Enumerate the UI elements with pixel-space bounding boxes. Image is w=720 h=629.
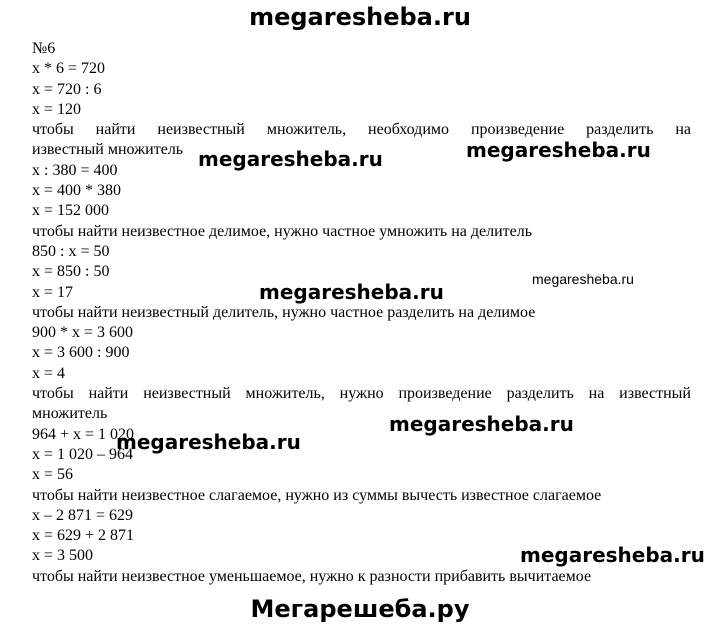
watermark: megaresheba.ru [198, 147, 383, 171]
equation-line: 850 : x = 50 [32, 242, 110, 260]
equation-line: x = 1 020 – 964 [32, 445, 134, 463]
equation-line: x : 380 = 400 [32, 161, 118, 179]
equation-line: x = 850 : 50 [32, 263, 110, 281]
watermark: megaresheba.ru [466, 138, 651, 162]
equation-line: x = 3 600 : 900 [32, 344, 130, 362]
equation-line: x = 720 : 6 [32, 80, 102, 98]
rule-line: чтобы найти неизвестный делитель, нужно частное разделить на делимое [32, 303, 536, 321]
exercise-number: №6 [32, 40, 56, 57]
rule-line: чтобы найти неизвестное слагаемое, нужно из суммы вычесть известное слагаемое [32, 486, 602, 504]
rule-line: чтобы найти неизвестное уменьшаемое, нужно к разности прибавить вычитаемое [32, 567, 592, 585]
equation-line: 964 + x = 1 020 [32, 425, 135, 443]
equation-line: x = 17 [32, 283, 74, 301]
watermark: megaresheba.ru [116, 430, 301, 454]
equation-line: x = 629 + 2 871 [32, 527, 135, 545]
watermark: megaresheba.ru [532, 271, 634, 287]
rule-line: чтобы найти неизвестный множитель, нужно произведение разделить на известный [32, 385, 691, 403]
equation-line: x * 6 = 720 [32, 60, 106, 78]
site-header: megaresheba.ru [249, 3, 471, 31]
equation-line: x = 400 * 380 [32, 182, 122, 200]
solution-text [32, 39, 691, 587]
equation-line: x = 3 500 [32, 547, 94, 565]
rule-line: чтобы найти неизвестное делимое, нужно частное умножить на делитель [32, 222, 533, 240]
watermark: megaresheba.ru [520, 543, 705, 567]
watermark: megaresheba.ru [259, 280, 444, 304]
equation-line: x = 120 [32, 100, 82, 118]
rule-line: чтобы найти неизвестный множитель, необходимо произведение разделить на [32, 121, 691, 139]
equation-line: x = 152 000 [32, 202, 110, 220]
equation-line: 900 * x = 3 600 [32, 324, 134, 342]
equation-line: x = 56 [32, 466, 74, 484]
rule-line: множитель [32, 405, 108, 423]
watermark: megaresheba.ru [389, 412, 574, 436]
equation-line: x = 4 [32, 364, 66, 382]
site-footer: Мегарешеба.ру [250, 595, 470, 623]
rule-line: известный множитель [32, 141, 184, 159]
equation-line: x – 2 871 = 629 [32, 506, 134, 524]
